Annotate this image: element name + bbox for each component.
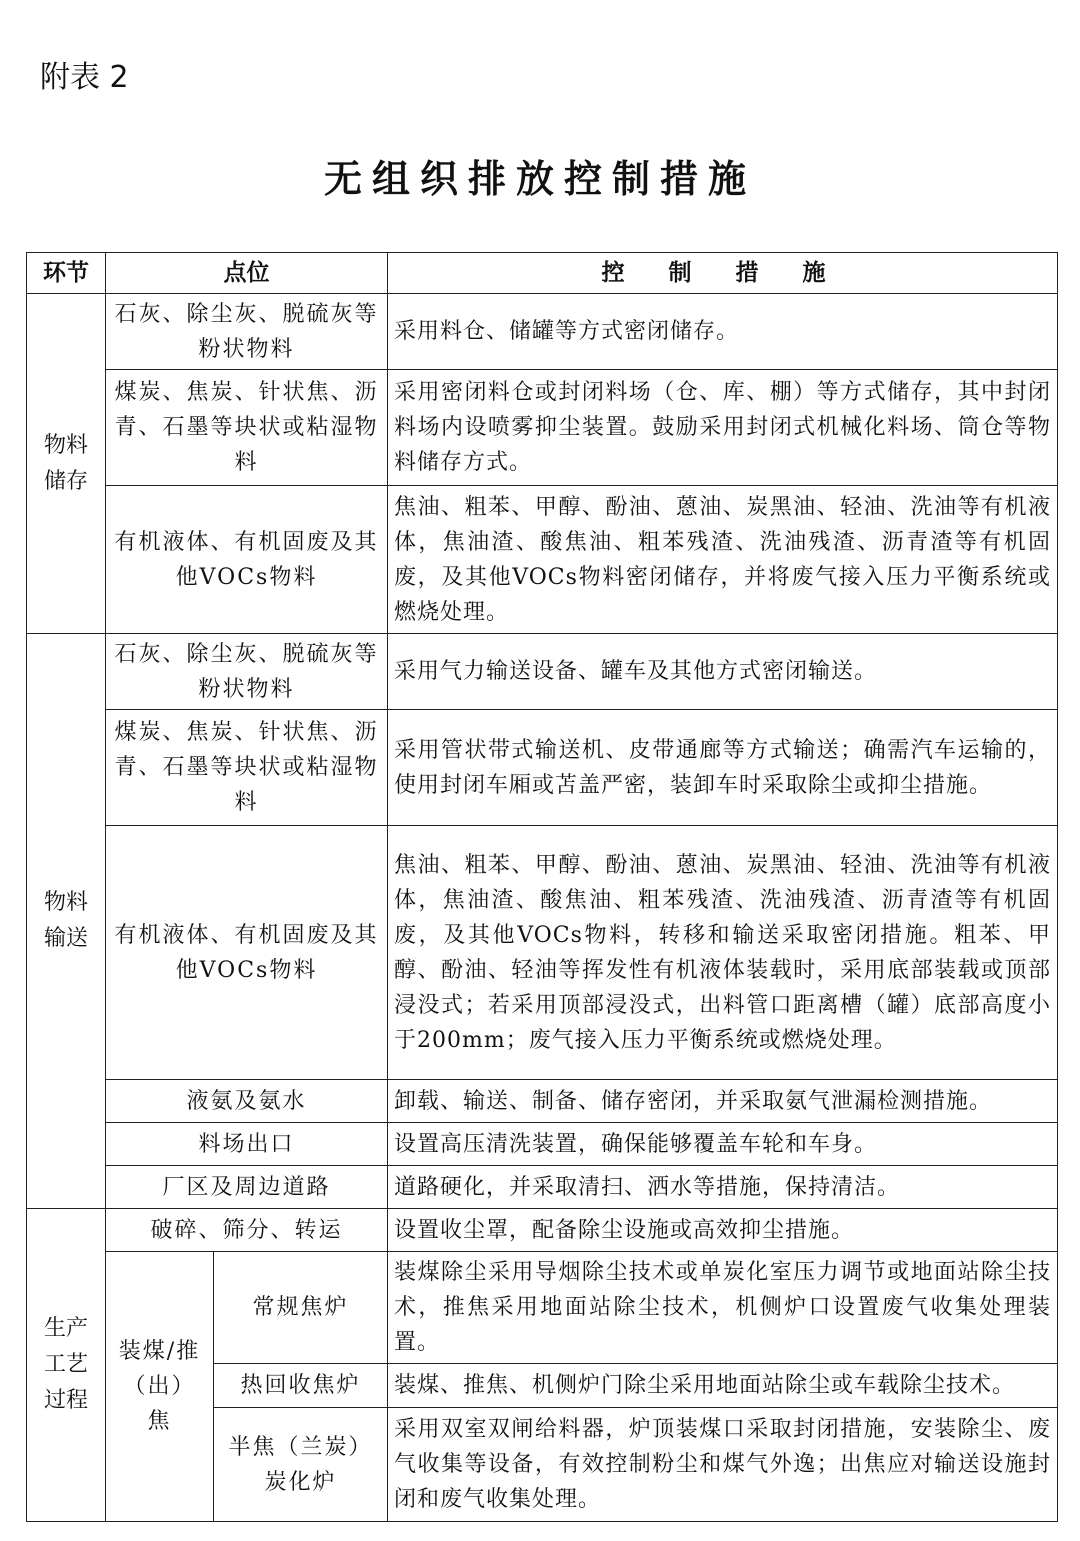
measure-cell: 采用密闭料仓或封闭料场（仓、库、棚）等方式储存，其中封闭料场内设喷雾抑尘装置。鼓励采用封闭式机械化料场、筒仓等物料储存方式。 bbox=[388, 370, 1058, 486]
table-row bbox=[27, 1080, 1058, 1123]
stage-storage: 物料储存 bbox=[27, 294, 106, 634]
point-cell: 破碎、筛分、转运 bbox=[106, 1209, 388, 1252]
table-row bbox=[27, 634, 1058, 710]
measure-cell: 焦油、粗苯、甲醇、酚油、蒽油、炭黑油、轻油、洗油等有机液体，焦油渣、酸焦油、粗苯残渣、洗油残渣、沥青渣等有机固废，及其他VOCs物料，转移和输送采取密闭措施。粗苯、甲醇、酚油、轻油等挥发性有机液体装载时，采用底部装载或顶部浸没式；若采用顶部浸没式，出料管口距离槽（罐）底部高度小于200mm；废气接入压力平衡系统或燃烧处理。 bbox=[388, 826, 1058, 1080]
table-row bbox=[27, 486, 1058, 634]
appendix-label: 附表 2 bbox=[40, 60, 129, 95]
header-point: 点位 bbox=[106, 253, 388, 294]
table-row bbox=[27, 1123, 1058, 1166]
measure-cell: 装煤除尘采用导烟除尘技术或单炭化室压力调节或地面站除尘技术，推焦采用地面站除尘技术，机侧炉口设置废气收集处理装置。 bbox=[388, 1252, 1058, 1364]
measure-cell: 装煤、推焦、机侧炉门除尘采用地面站除尘或车载除尘技术。 bbox=[388, 1364, 1058, 1408]
measure-cell: 设置高压清洗装置，确保能够覆盖车轮和车身。 bbox=[388, 1123, 1058, 1166]
point-cell: 石灰、除尘灰、脱硫灰等粉状物料 bbox=[106, 294, 388, 370]
stage-transport: 物料输送 bbox=[27, 634, 106, 1209]
point-cell: 有机液体、有机固废及其他VOCs物料 bbox=[106, 826, 388, 1080]
header-stage: 环节 bbox=[27, 253, 106, 294]
table-row bbox=[27, 1166, 1058, 1209]
point-cell: 液氨及氨水 bbox=[106, 1080, 388, 1123]
point-cell: 有机液体、有机固废及其他VOCs物料 bbox=[106, 486, 388, 634]
table-row bbox=[27, 710, 1058, 826]
subpoint-cell: 热回收焦炉 bbox=[214, 1364, 388, 1408]
point-cell: 煤炭、焦炭、针状焦、沥青、石墨等块状或粘湿物料 bbox=[106, 710, 388, 826]
measure-cell: 道路硬化，并采取清扫、洒水等措施，保持清洁。 bbox=[388, 1166, 1058, 1209]
table-row bbox=[27, 1209, 1058, 1252]
table-row bbox=[27, 1252, 1058, 1364]
table-header-row bbox=[27, 253, 1058, 294]
point-cell: 石灰、除尘灰、脱硫灰等粉状物料 bbox=[106, 634, 388, 710]
point-cell: 料场出口 bbox=[106, 1123, 388, 1166]
stage-production: 生产工艺过程 bbox=[27, 1209, 106, 1522]
point-coking: 装煤/推（出）焦 bbox=[106, 1252, 214, 1522]
table-row bbox=[27, 826, 1058, 1080]
measure-cell: 采用气力输送设备、罐车及其他方式密闭输送。 bbox=[388, 634, 1058, 710]
table-row bbox=[27, 294, 1058, 370]
measure-cell: 卸载、输送、制备、储存密闭，并采取氨气泄漏检测措施。 bbox=[388, 1080, 1058, 1123]
measure-cell: 采用管状带式输送机、皮带通廊等方式输送；确需汽车运输的，使用封闭车厢或苫盖严密，装卸车时采取除尘或抑尘措施。 bbox=[388, 710, 1058, 826]
point-cell: 煤炭、焦炭、针状焦、沥青、石墨等块状或粘湿物料 bbox=[106, 370, 388, 486]
header-measure: 控 制 措 施 bbox=[388, 253, 1058, 294]
measure-cell: 设置收尘罩，配备除尘设施或高效抑尘措施。 bbox=[388, 1209, 1058, 1252]
subpoint-cell: 半焦（兰炭）炭化炉 bbox=[214, 1408, 388, 1522]
measure-cell: 采用料仓、储罐等方式密闭储存。 bbox=[388, 294, 1058, 370]
control-measures-table bbox=[26, 252, 1058, 1522]
point-cell: 厂区及周边道路 bbox=[106, 1166, 388, 1209]
measure-cell: 焦油、粗苯、甲醇、酚油、蒽油、炭黑油、轻油、洗油等有机液体，焦油渣、酸焦油、粗苯残渣、洗油残渣、沥青渣等有机固废，及其他VOCs物料密闭储存，并将废气接入压力平衡系统或燃烧处理。 bbox=[388, 486, 1058, 634]
table-row bbox=[27, 370, 1058, 486]
measure-cell: 采用双室双闸给料器，炉顶装煤口采取封闭措施，安装除尘、废气收集等设备，有效控制粉尘和煤气外逸；出焦应对输送设施封闭和废气收集处理。 bbox=[388, 1408, 1058, 1522]
subpoint-cell: 常规焦炉 bbox=[214, 1252, 388, 1364]
page-title: 无组织排放控制措施 bbox=[323, 157, 756, 201]
